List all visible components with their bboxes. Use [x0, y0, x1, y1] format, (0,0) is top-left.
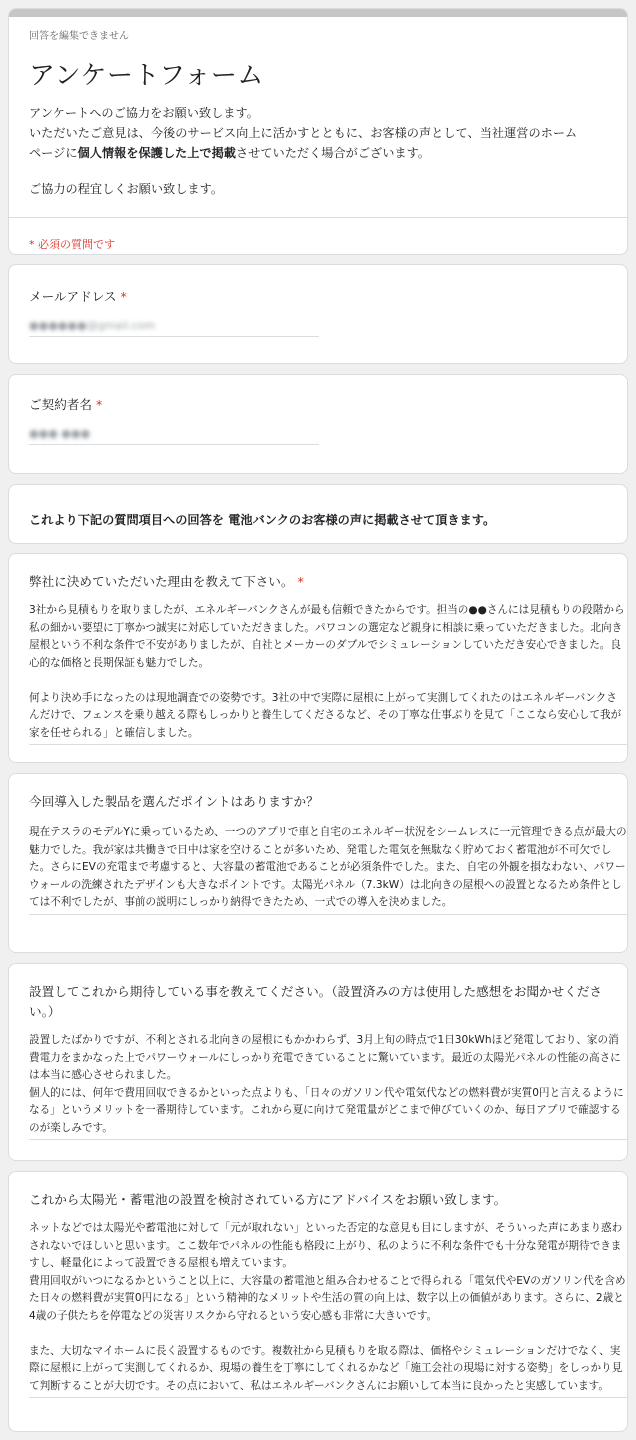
- readonly-note: 回答を編集できません: [29, 31, 129, 42]
- question-label: メールアドレス: [29, 289, 117, 304]
- question-card-reason: [8, 553, 628, 763]
- answer-paragraph: ネットなどでは太陽光や蓄電池に対して「元が取れない」といった否定的な意見も目にしますが、そういった声にあまり惑わされないでほしいと思います。ここ数年でパネルの性能も格段に上がり、私のように不利な条件でも十分な発電が期待できますし、軽量化によって設置できる屋根も増えています。: [29, 1222, 623, 1269]
- description-line: いただいたご意見は、今後のサービス向上に活かすとともに、お客様の声として、当社運営のホーム: [29, 126, 578, 140]
- description-line: アンケートへのご協力をお願い致します。: [29, 106, 259, 120]
- name-field[interactable]: [29, 423, 319, 445]
- answer-paragraph: また、大切なマイホームに長く設置するものです。複数社から見積もりを取る際は、価格やシミュレーションだけでなく、実際に屋根に上がって実測してくれるか、現場の養生を丁寧にしてくれるかなど「施工会社の現場に対する姿勢」をしっかり見て判断することが大切です。その点において、私はエネルギーバンクさんにお願いして本当に良かったと実感しています。: [29, 1344, 623, 1392]
- answer-paragraph: 個人的には、何年で費用回収できるかといった点よりも、「日々のガソリン代や電気代などの燃料費が実質0円と言えるようになる」というメリットを一番期待しています。これから夏に向けて発電量がどこまで伸びていくのか、毎日アプリで確認するのが楽しみです。: [29, 1086, 624, 1134]
- email-field[interactable]: [29, 315, 319, 337]
- required-note: * 必須の質問です: [29, 238, 115, 251]
- question-title: [29, 287, 609, 307]
- header-divider: [9, 217, 627, 218]
- required-asterisk: *: [297, 574, 304, 589]
- question-label: ご契約者名: [29, 397, 92, 412]
- form-title: アンケートフォーム: [29, 61, 264, 91]
- answer-paragraph: 3社から見積もりを取りましたが、エネルギーバンクさんが最も信頼できたからです。担当の●●さんには見積もりの段階から私の細かい要望に丁寧かつ誠実に対応していただきました。パワコンの選定など親身に相談に乗っていただきました。北向き屋根という不利な条件で不安がありましたが、自社とメーカーのダブルでシミュレーションしていただき安心できました。良心的な価格と長期保証も魅力でした。: [29, 604, 625, 669]
- question-card-expectation: [8, 963, 628, 1161]
- answer-paragraph: 何より決め手になったのは現地調査での姿勢です。3社の中で実際に屋根に上がって実測してくれたのはエネルギーバンクさんだけで、フェンスを乗り越える際もしっかりと養生してくださるなど、その丁寧な仕事ぶりを見て「ここなら安心して我が家を任せられる」と確信しました。: [29, 691, 622, 739]
- header-accent-bar: [9, 9, 627, 17]
- question-card-product-point: [8, 773, 628, 953]
- form-description: [29, 103, 619, 199]
- question-title: これから太陽光・蓄電池の設置を検討されている方にアドバイスをお願い致します。: [29, 1192, 507, 1207]
- section-text: これより下記の質問項目への回答を 電池バンクのお客様の声に掲載させて頂きます。: [29, 513, 496, 527]
- question-card-email: [8, 264, 628, 364]
- description-bold-text: 個人情報を保護した上で掲載: [77, 146, 236, 160]
- email-value: ●●●●●●@gmail.com: [29, 319, 156, 332]
- section-card: [8, 484, 628, 544]
- answer-field[interactable]: [29, 1220, 627, 1398]
- question-title: 設置してこれから期待している事を教えてください。（設置済みの方は使用した感想をお聞かせください。）: [29, 984, 603, 1019]
- description-text: ページに: [29, 146, 78, 160]
- answer-field[interactable]: [29, 602, 627, 745]
- name-value: ●●● ●●●: [29, 427, 91, 440]
- question-card-advice: [8, 1171, 628, 1432]
- answer-field[interactable]: [29, 1032, 627, 1140]
- question-card-name: [8, 374, 628, 474]
- answer-paragraph: 現在テスラのモデルYに乗っているため、一つのアプリで車と自宅のエネルギー状況をシームレスに一元管理できる点が最大の魅力でした。我が家は共働きで日中は家を空けることが多いため、発電した電気を無駄なく貯めておく蓄電池が不可欠でした。さらにEVの充電まで考慮すると、大容量の蓄電池であることが必須条件でした。また、自宅の外観を損なわない、パワーウォールの洗練されたデザインも大きなポイントです。太陽光パネル（7.3kW）は北向きの屋根への設置となるため条件としては不利でしたが、事前の説明にしっかり納得できたため、一式での導入を決めました。: [29, 826, 627, 908]
- description-line: [29, 143, 619, 163]
- description-text: させていただく場合がございます。: [235, 146, 430, 160]
- answer-paragraph: 費用回収がいつになるかということ以上に、大容量の蓄電池と組み合わせることで得られる「電気代やEVのガソリン代を含めた日々の燃料費が実質0円になる」という精神的なメリットや生活の質の向上は、数字以上の価値があります。さらに、2歳と4歳の子供たちを停電などの災害リスクから守れるという安心感も非常に大きいです。: [29, 1274, 626, 1322]
- question-label: 弊社に決めていただいた理由を教えて下さい。: [29, 574, 294, 589]
- question-title: [29, 572, 609, 592]
- question-title: [29, 395, 609, 415]
- question-title: 今回導入した製品を選んだポイントはありますか？: [29, 794, 319, 809]
- required-asterisk: *: [95, 397, 103, 412]
- form-header-card: [8, 8, 628, 255]
- answer-paragraph: 設置したばかりですが、不利とされる北向きの屋根にもかかわらず、3月上旬の時点で1日30kWhほど発電しており、家の消費電力をまかなった上でパワーウォールにしっかり充電できていることに驚いています。最近の太陽光パネルの性能の高さには本当に感心させられました。: [29, 1034, 621, 1081]
- answer-field[interactable]: [29, 824, 627, 915]
- description-line: ご協力の程宜しくお願い致します。: [29, 182, 224, 196]
- required-asterisk: *: [120, 289, 127, 304]
